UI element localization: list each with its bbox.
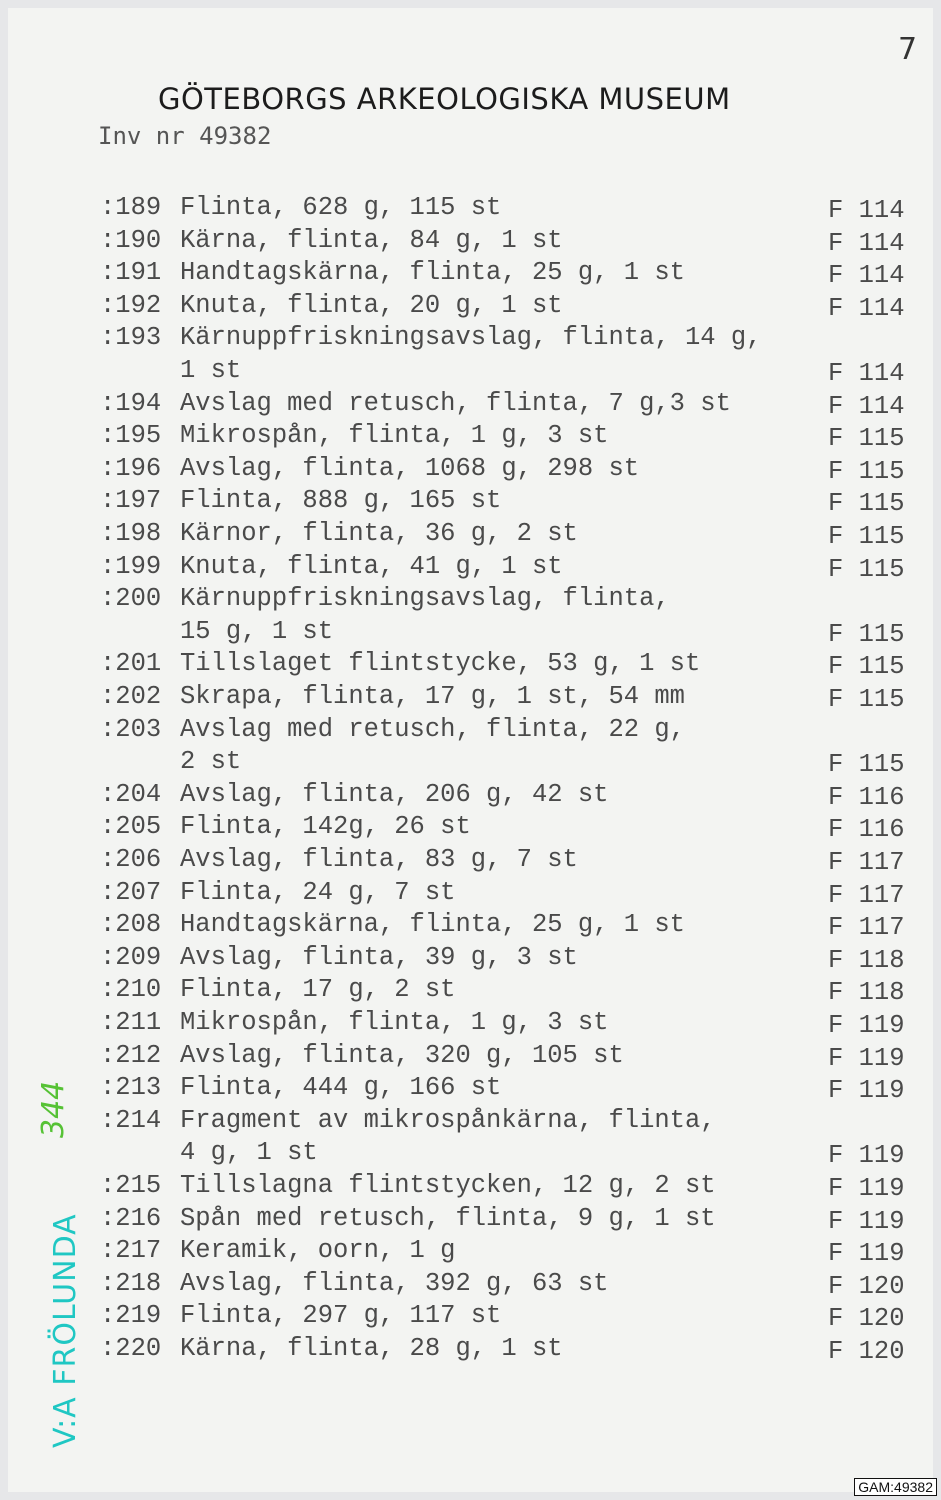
entry-text: Avslag, flinta, 39 g, 3 st	[180, 942, 578, 972]
entry-text: Flinta, 628 g, 115 st	[180, 193, 502, 222]
entry-ref: F 114	[828, 391, 905, 421]
entry-line	[100, 877, 455, 909]
entry-text: 1 st	[180, 356, 242, 385]
entry-ref: F 115	[828, 652, 905, 682]
entry-line	[100, 225, 563, 257]
entry-number: :192	[100, 290, 162, 320]
entry-text: Flinta, 888 g, 165 st	[180, 486, 502, 516]
entry-number: :199	[100, 551, 162, 581]
entry-text: Knuta, flinta, 41 g, 1 st	[180, 551, 563, 581]
entry-text: Skrapa, flinta, 17 g, 1 st, 54 mm	[180, 682, 685, 711]
entry-number: :209	[100, 942, 162, 972]
entry-text: Kärna, flinta, 28 g, 1 st	[180, 1334, 563, 1363]
entry-ref: F 120	[828, 1271, 905, 1301]
entry-text: Knuta, flinta, 20 g, 1 st	[180, 290, 563, 320]
entry-number: :193	[100, 323, 162, 353]
entry-number: :212	[100, 1040, 162, 1070]
entry-ref: F 114	[828, 293, 905, 323]
entry-ref: F 120	[828, 1337, 905, 1366]
entry-ref: F 120	[828, 1304, 905, 1334]
entry-line	[100, 746, 241, 778]
entry-line	[100, 1170, 716, 1202]
entry-ref: F 119	[828, 1076, 905, 1106]
entry-ref: F 115	[828, 619, 905, 649]
entry-line	[100, 1072, 501, 1104]
entry-text: Avslag, flinta, 206 g, 42 st	[180, 779, 609, 809]
entry-line	[100, 616, 333, 648]
entry-text: Avslag med retusch, flinta, 22 g,	[180, 714, 685, 744]
entry-ref: F 114	[828, 196, 905, 225]
entry-ref: F 115	[828, 685, 905, 714]
entry-ref: F 117	[828, 913, 905, 943]
entry-line	[100, 779, 608, 811]
entry-text: Kärnuppfriskningsavslag, flinta,	[180, 584, 670, 614]
entry-line	[100, 681, 685, 713]
entry-text: Spån med retusch, flinta, 9 g, 1 st	[180, 1203, 716, 1233]
entry-number: :213	[100, 1073, 162, 1103]
entry-number: :197	[100, 486, 162, 516]
entry-line	[100, 257, 685, 289]
entry-text: Flinta, 444 g, 166 st	[180, 1073, 502, 1103]
entry-ref: F 118	[828, 978, 905, 1008]
entry-number: :214	[100, 1105, 162, 1135]
archive-label: GAM:49382	[854, 1478, 937, 1496]
entry-ref: F 115	[828, 554, 905, 584]
entry-line	[100, 453, 639, 485]
entry-line	[100, 1203, 716, 1235]
entry-text: Handtagskärna, flinta, 25 g, 1 st	[180, 258, 685, 288]
entry-text: Avslag med retusch, flinta, 7 g,3 st	[180, 388, 731, 418]
entry-number: :189	[100, 193, 162, 222]
entry-line	[100, 485, 501, 517]
entry-line	[100, 518, 578, 550]
entry-line	[100, 714, 685, 746]
entry-line	[100, 192, 501, 224]
entry-ref: F 119	[828, 1011, 905, 1040]
entry-line	[100, 1268, 608, 1300]
entry-ref: F 115	[828, 522, 905, 551]
catalog-card	[8, 8, 933, 1492]
entry-text: Flinta, 17 g, 2 st	[180, 975, 456, 1005]
entry-line	[100, 1300, 501, 1332]
entry-line	[100, 551, 563, 583]
entry-text: 4 g, 1 st	[180, 1138, 318, 1168]
entry-ref: F 114	[828, 228, 905, 258]
page-number: 7	[898, 32, 918, 67]
entry-number: :211	[100, 1008, 162, 1037]
entry-number: :204	[100, 779, 162, 809]
entry-text: Avslag, flinta, 392 g, 63 st	[180, 1268, 609, 1298]
entry-line	[100, 974, 455, 1006]
entry-number: :210	[100, 975, 162, 1005]
entry-ref: F 119	[828, 1174, 905, 1203]
entry-line	[100, 648, 700, 680]
entry-line	[100, 1105, 716, 1137]
entry-text: Fragment av mikrospånkärna, flinta,	[180, 1105, 716, 1135]
entry-text: Mikrospån, flinta, 1 g, 3 st	[180, 421, 609, 451]
inventory-number: Inv nr 49382	[98, 122, 272, 150]
entry-number: :196	[100, 453, 162, 483]
entry-line	[100, 1333, 563, 1365]
entry-ref: F 118	[828, 945, 905, 975]
stamp-number: 344	[36, 1080, 71, 1138]
entry-line	[100, 1235, 455, 1267]
entry-ref: F 119	[828, 1141, 905, 1171]
entry-number: :203	[100, 714, 162, 744]
entry-number: :208	[100, 910, 162, 940]
entry-text: Flinta, 297 g, 117 st	[180, 1301, 502, 1331]
entry-text: Tillslagna flintstycken, 12 g, 2 st	[180, 1171, 716, 1200]
entry-ref: F 119	[828, 1206, 905, 1236]
entry-number: :220	[100, 1334, 162, 1363]
entry-line	[100, 942, 578, 974]
entry-number: :205	[100, 812, 162, 842]
entry-line	[100, 844, 578, 876]
entry-number: :215	[100, 1171, 162, 1200]
entry-number: :191	[100, 258, 162, 288]
entry-text: Mikrospån, flinta, 1 g, 3 st	[180, 1008, 609, 1037]
entry-number: :194	[100, 388, 162, 418]
entry-ref: F 115	[828, 456, 905, 486]
entry-number: :202	[100, 682, 162, 711]
entry-number: :217	[100, 1236, 162, 1266]
entry-number: :200	[100, 584, 162, 614]
entry-number: :206	[100, 845, 162, 874]
museum-title: GÖTEBORGS ARKEOLOGISKA MUSEUM	[158, 82, 731, 116]
site-stamp: V:A FRÖLUNDA	[48, 1213, 83, 1448]
entry-text: Keramik, oorn, 1 g	[180, 1236, 456, 1266]
entry-number: :207	[100, 877, 162, 907]
entry-text: Handtagskärna, flinta, 25 g, 1 st	[180, 910, 685, 940]
entry-ref: F 116	[828, 782, 905, 812]
entry-ref: F 117	[828, 880, 905, 910]
entry-text: Avslag, flinta, 83 g, 7 st	[180, 845, 578, 874]
entry-ref: F 116	[828, 815, 905, 845]
entry-line	[100, 583, 670, 615]
entry-line	[100, 355, 241, 387]
entry-ref: F 115	[828, 750, 905, 780]
entry-number: :201	[100, 649, 162, 679]
entry-ref: F 119	[828, 1043, 905, 1073]
entry-line	[100, 1137, 318, 1169]
entry-number: :216	[100, 1203, 162, 1233]
entry-text: Avslag, flinta, 1068 g, 298 st	[180, 453, 640, 483]
entry-number: :195	[100, 421, 162, 451]
entry-ref: F 115	[828, 424, 905, 454]
entry-number: :218	[100, 1268, 162, 1298]
entry-ref: F 115	[828, 489, 905, 519]
entry-number: :190	[100, 225, 162, 255]
entry-text: Kärna, flinta, 84 g, 1 st	[180, 225, 563, 255]
entry-ref: F 117	[828, 848, 905, 877]
entry-ref: F 119	[828, 1239, 905, 1269]
entry-text: Flinta, 24 g, 7 st	[180, 877, 456, 907]
entry-line	[100, 322, 762, 354]
entry-text: 15 g, 1 st	[180, 616, 334, 646]
entry-text: Avslag, flinta, 320 g, 105 st	[180, 1040, 624, 1070]
entry-text: Flinta, 142g, 26 st	[180, 812, 471, 842]
entry-line	[100, 290, 563, 322]
entry-line	[100, 1040, 624, 1072]
entry-line	[100, 388, 731, 420]
entry-line	[100, 811, 471, 843]
entry-text: Tillslaget flintstycke, 53 g, 1 st	[180, 649, 701, 679]
entry-text: 2 st	[180, 747, 242, 777]
entry-number: :198	[100, 519, 162, 548]
entry-line	[100, 420, 608, 452]
entry-line	[100, 1007, 608, 1039]
entry-text: Kärnor, flinta, 36 g, 2 st	[180, 519, 578, 548]
entry-line	[100, 909, 685, 941]
entry-ref: F 114	[828, 359, 905, 388]
entry-text: Kärnuppfriskningsavslag, flinta, 14 g,	[180, 323, 762, 353]
entry-ref: F 114	[828, 261, 905, 291]
entry-number: :219	[100, 1301, 162, 1331]
